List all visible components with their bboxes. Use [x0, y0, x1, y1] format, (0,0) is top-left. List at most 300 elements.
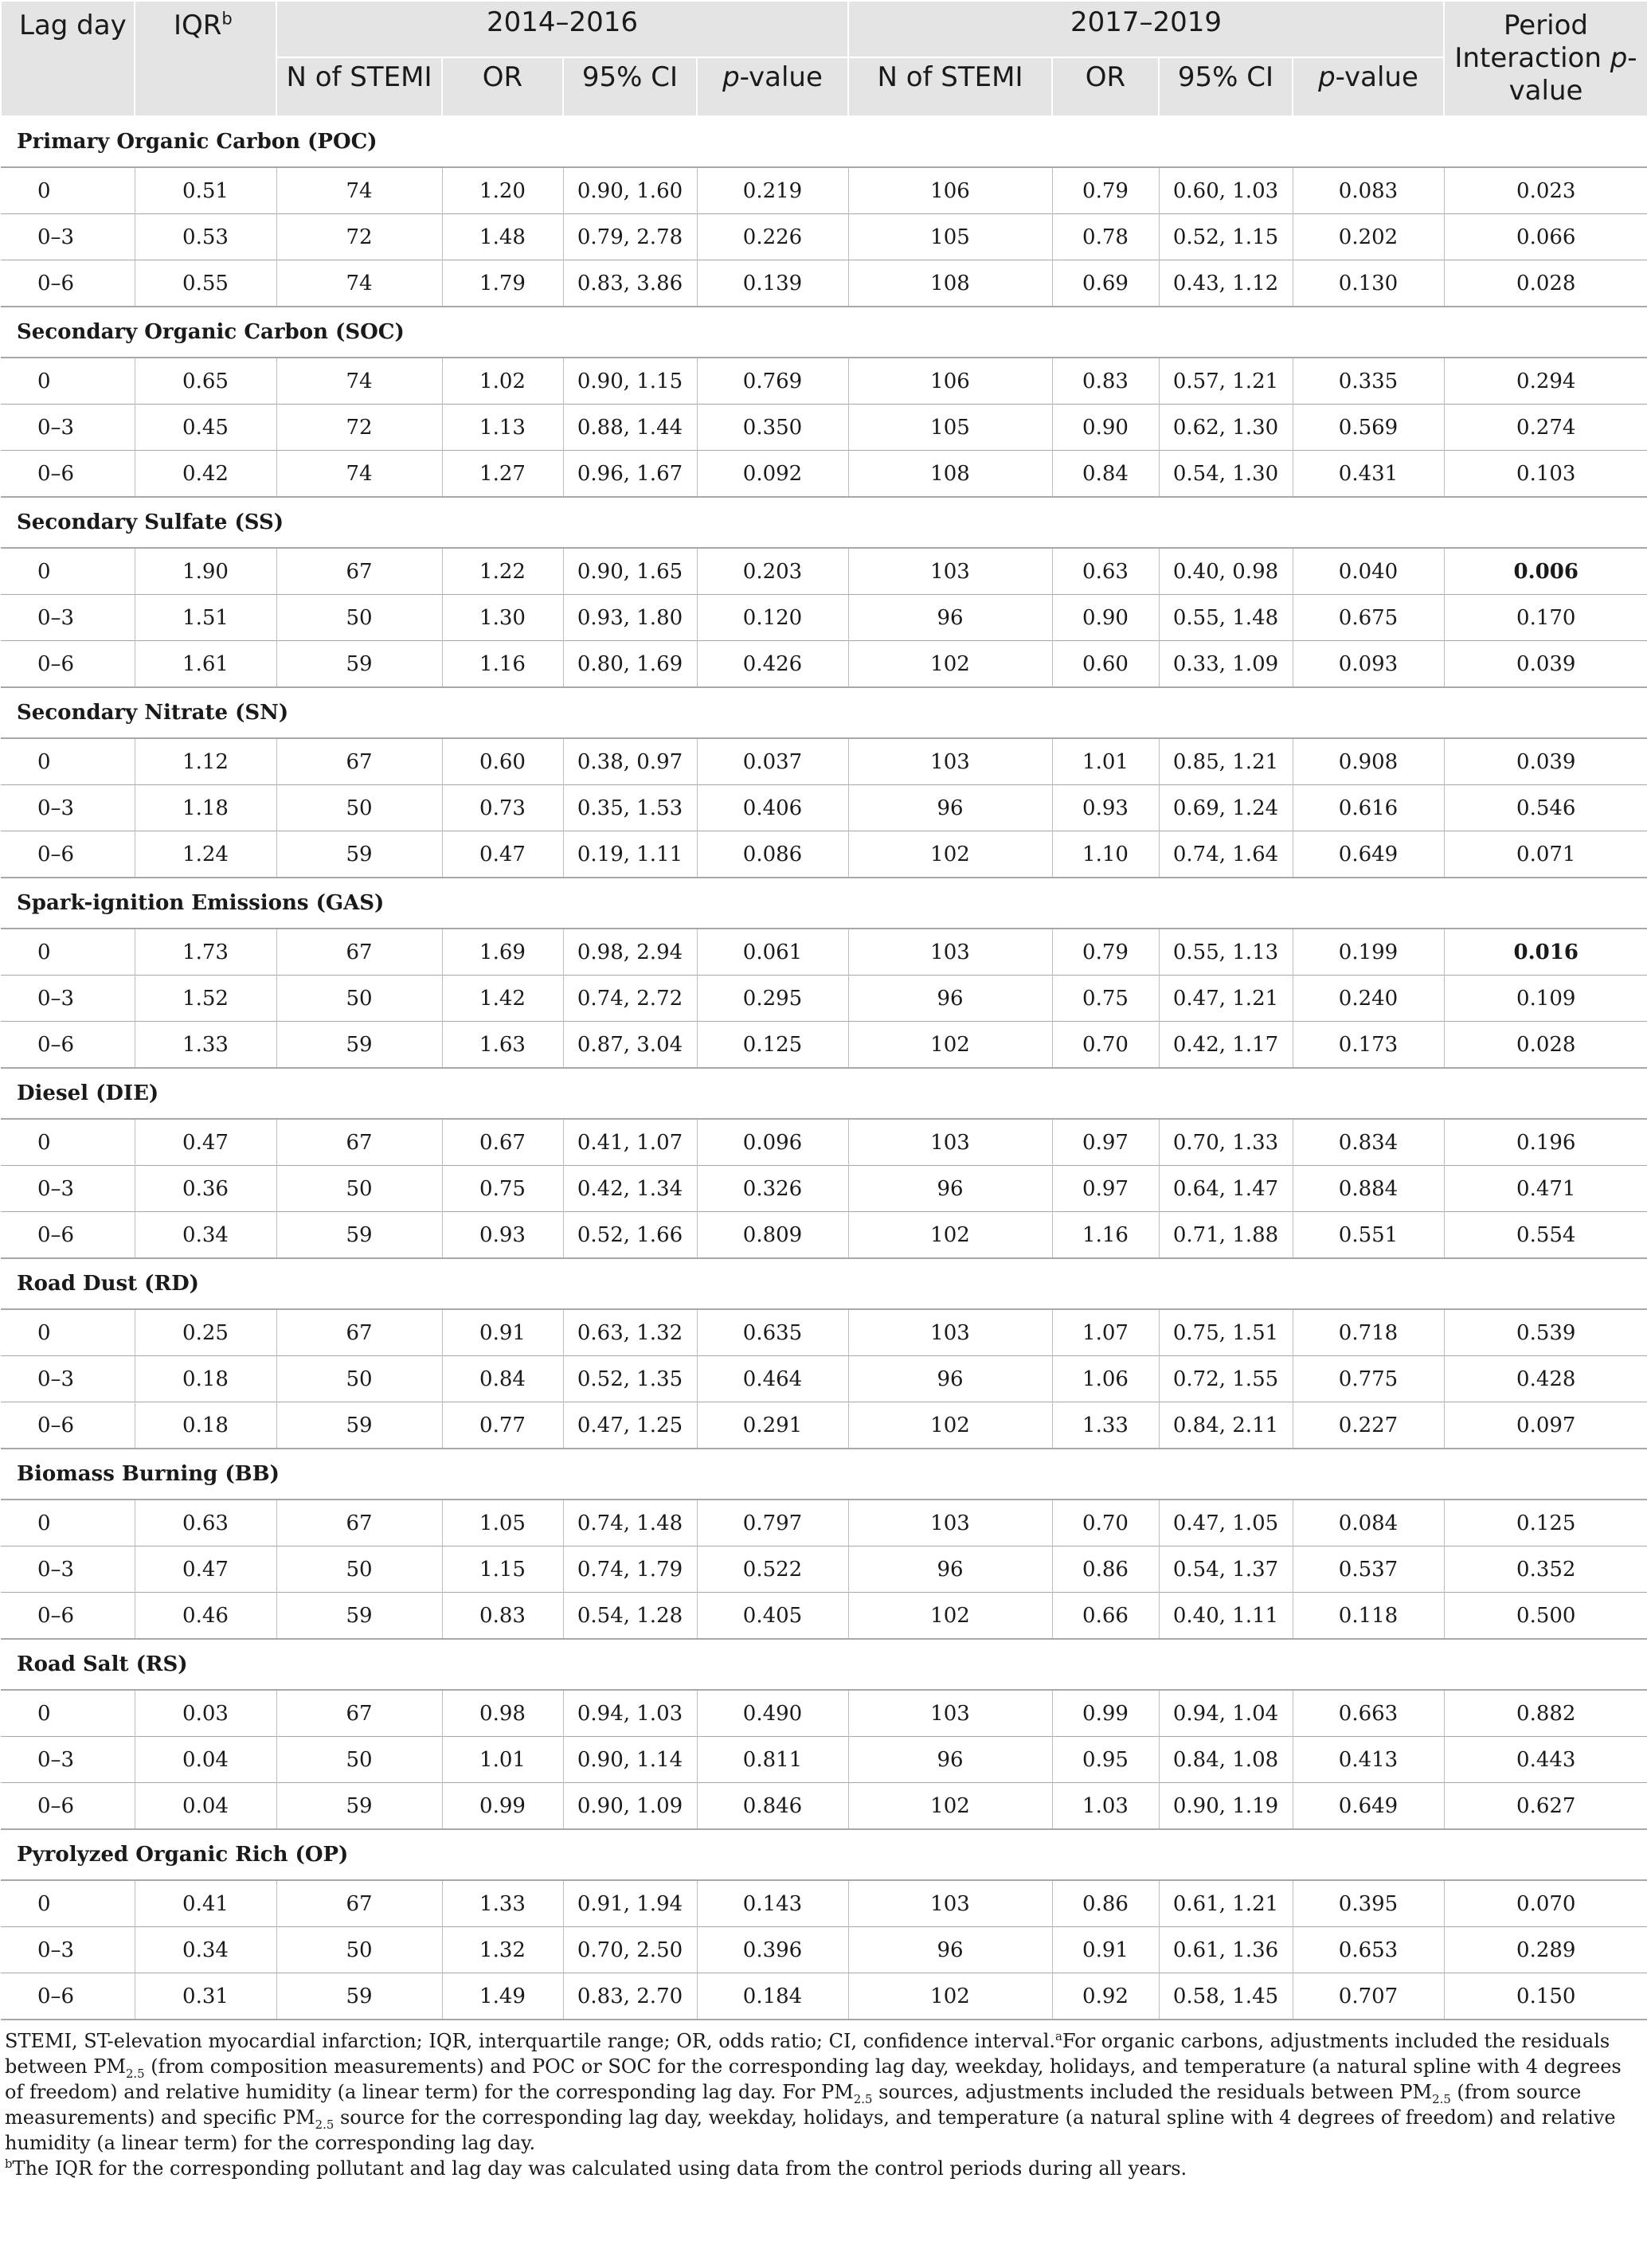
cell-interaction-p: 0.006	[1444, 548, 1647, 595]
cell-p-value-p2: 0.199	[1293, 929, 1444, 976]
cell-p-value-p1: 0.203	[697, 548, 848, 595]
cell-interaction-p: 0.882	[1444, 1690, 1647, 1737]
cell-p-value-p1: 0.295	[697, 976, 848, 1022]
cell-n-stemi-p2: 106	[848, 167, 1052, 214]
cell-interaction-p: 0.150	[1444, 1973, 1647, 2020]
cell-iqr: 1.51	[135, 595, 276, 641]
cell-n-stemi-p1: 74	[276, 167, 442, 214]
cell-or-p2: 1.06	[1052, 1356, 1159, 1402]
cell-n-stemi-p1: 59	[276, 1783, 442, 1830]
cell-interaction-p: 0.028	[1444, 260, 1647, 307]
table-header	[1, 1, 1647, 116]
cell-iqr: 0.42	[135, 451, 276, 498]
cell-p-value-p1: 0.811	[697, 1737, 848, 1783]
cell-p-value-p1: 0.139	[697, 260, 848, 307]
cell-n-stemi-p2: 105	[848, 405, 1052, 451]
table-row	[1, 1737, 1647, 1783]
cell-ci-p1: 0.90, 1.65	[563, 548, 697, 595]
cell-n-stemi-p1: 74	[276, 260, 442, 307]
cell-ci-p2: 0.55, 1.48	[1159, 595, 1293, 641]
cell-or-p1: 1.15	[442, 1547, 563, 1593]
cell-p-value-p1: 0.769	[697, 358, 848, 405]
cell-n-stemi-p2: 96	[848, 1166, 1052, 1212]
group-title: Spark-ignition Emissions (GAS)	[1, 878, 1647, 929]
cell-ci-p1: 0.47, 1.25	[563, 1402, 697, 1449]
cell-ci-p1: 0.52, 1.66	[563, 1212, 697, 1259]
cell-interaction-p: 0.627	[1444, 1783, 1647, 1830]
cell-p-value-p2: 0.537	[1293, 1547, 1444, 1593]
cell-iqr: 0.34	[135, 1927, 276, 1973]
cell-or-p2: 0.86	[1052, 1880, 1159, 1927]
table-row	[1, 358, 1647, 405]
cell-interaction-p: 0.070	[1444, 1880, 1647, 1927]
cell-or-p1: 0.83	[442, 1593, 563, 1640]
header-period-interaction	[1444, 1, 1647, 116]
cell-ci-p2: 0.70, 1.33	[1159, 1119, 1293, 1166]
cell-iqr: 1.61	[135, 641, 276, 688]
cell-ci-p2: 0.43, 1.12	[1159, 260, 1293, 307]
cell-iqr: 0.34	[135, 1212, 276, 1259]
cell-iqr: 0.18	[135, 1402, 276, 1449]
cell-or-p1: 1.48	[442, 214, 563, 260]
cell-interaction-p: 0.039	[1444, 738, 1647, 785]
cell-p-value-p2: 0.884	[1293, 1166, 1444, 1212]
cell-ci-p2: 0.54, 1.37	[1159, 1547, 1293, 1593]
cell-p-value-p1: 0.291	[697, 1402, 848, 1449]
cell-n-stemi-p2: 102	[848, 831, 1052, 878]
cell-n-stemi-p2: 96	[848, 785, 1052, 831]
cell-iqr: 1.12	[135, 738, 276, 785]
table-body	[1, 116, 1647, 2020]
cell-ci-p1: 0.96, 1.67	[563, 451, 697, 498]
cell-interaction-p: 0.546	[1444, 785, 1647, 831]
cell-ci-p1: 0.74, 1.48	[563, 1500, 697, 1547]
cell-p-value-p2: 0.569	[1293, 405, 1444, 451]
cell-or-p2: 0.91	[1052, 1927, 1159, 1973]
table-row	[1, 1212, 1647, 1259]
cell-p-value-p2: 0.202	[1293, 214, 1444, 260]
cell-iqr: 0.31	[135, 1973, 276, 2020]
group-title: Secondary Organic Carbon (SOC)	[1, 307, 1647, 358]
cell-interaction-p: 0.066	[1444, 214, 1647, 260]
cell-lag: 0–6	[1, 1593, 135, 1640]
cell-ci-p1: 0.90, 1.15	[563, 358, 697, 405]
cell-or-p2: 0.60	[1052, 641, 1159, 688]
subheader-p-value-p2: p-value	[1293, 57, 1444, 116]
cell-ci-p1: 0.80, 1.69	[563, 641, 697, 688]
cell-ci-p2: 0.42, 1.17	[1159, 1022, 1293, 1069]
cell-or-p2: 0.97	[1052, 1166, 1159, 1212]
cell-ci-p1: 0.63, 1.32	[563, 1309, 697, 1356]
table-row	[1, 167, 1647, 214]
cell-ci-p2: 0.69, 1.24	[1159, 785, 1293, 831]
header-iqr-label: IQR	[174, 10, 222, 41]
cell-or-p2: 0.95	[1052, 1737, 1159, 1783]
cell-ci-p2: 0.61, 1.21	[1159, 1880, 1293, 1927]
footnote-b-mark: b	[5, 2157, 13, 2171]
cell-n-stemi-p2: 102	[848, 1022, 1052, 1069]
cell-p-value-p2: 0.395	[1293, 1880, 1444, 1927]
cell-lag: 0–6	[1, 1022, 135, 1069]
cell-iqr: 0.65	[135, 358, 276, 405]
cell-or-p1: 0.77	[442, 1402, 563, 1449]
cell-ci-p2: 0.54, 1.30	[1159, 451, 1293, 498]
cell-p-value-p1: 0.184	[697, 1973, 848, 2020]
subheader-n-of-stemi-p2: N of STEMI	[848, 57, 1052, 116]
cell-n-stemi-p1: 59	[276, 831, 442, 878]
cell-ci-p2: 0.75, 1.51	[1159, 1309, 1293, 1356]
cell-lag: 0	[1, 738, 135, 785]
cell-n-stemi-p2: 103	[848, 1880, 1052, 1927]
group-title: Biomass Burning (BB)	[1, 1449, 1647, 1500]
header-iqr	[135, 1, 276, 116]
cell-ci-p1: 0.74, 1.79	[563, 1547, 697, 1593]
cell-or-p2: 1.01	[1052, 738, 1159, 785]
cell-or-p1: 1.42	[442, 976, 563, 1022]
cell-lag: 0–6	[1, 1973, 135, 2020]
cell-or-p2: 0.84	[1052, 451, 1159, 498]
group-title: Pyrolyzed Organic Rich (OP)	[1, 1829, 1647, 1880]
cell-or-p1: 1.79	[442, 260, 563, 307]
cell-iqr: 1.24	[135, 831, 276, 878]
group-header-row	[1, 1639, 1647, 1690]
pm-subscript: 2.5	[315, 2117, 334, 2132]
cell-n-stemi-p1: 50	[276, 1927, 442, 1973]
cell-p-value-p2: 0.084	[1293, 1500, 1444, 1547]
cell-n-stemi-p1: 74	[276, 358, 442, 405]
cell-lag: 0–3	[1, 785, 135, 831]
cell-p-value-p2: 0.834	[1293, 1119, 1444, 1166]
cell-iqr: 0.47	[135, 1119, 276, 1166]
cell-p-value-p2: 0.663	[1293, 1690, 1444, 1737]
group-title: Road Dust (RD)	[1, 1258, 1647, 1309]
cell-n-stemi-p2: 102	[848, 1783, 1052, 1830]
cell-or-p1: 1.33	[442, 1880, 563, 1927]
cell-n-stemi-p1: 50	[276, 976, 442, 1022]
cell-ci-p2: 0.72, 1.55	[1159, 1356, 1293, 1402]
cell-n-stemi-p1: 67	[276, 738, 442, 785]
cell-p-value-p2: 0.775	[1293, 1356, 1444, 1402]
cell-lag: 0	[1, 167, 135, 214]
cell-iqr: 0.18	[135, 1356, 276, 1402]
cell-or-p2: 0.63	[1052, 548, 1159, 595]
group-header-row	[1, 878, 1647, 929]
cell-ci-p1: 0.93, 1.80	[563, 595, 697, 641]
cell-interaction-p: 0.039	[1444, 641, 1647, 688]
cell-or-p1: 1.49	[442, 1973, 563, 2020]
cell-or-p1: 0.73	[442, 785, 563, 831]
group-title: Secondary Sulfate (SS)	[1, 497, 1647, 548]
cell-p-value-p1: 0.120	[697, 595, 848, 641]
cell-interaction-p: 0.028	[1444, 1022, 1647, 1069]
cell-interaction-p: 0.274	[1444, 405, 1647, 451]
footnote-b	[5, 2156, 1642, 2181]
pm-subscript: 2.5	[125, 2066, 145, 2081]
footnote-abbreviations: STEMI, ST-elevation myocardial infarction; IQR, interquartile range; OR, odds ratio; CI, confidence interval.	[5, 2030, 1056, 2052]
cell-ci-p1: 0.90, 1.60	[563, 167, 697, 214]
cell-or-p2: 1.07	[1052, 1309, 1159, 1356]
cell-p-value-p1: 0.396	[697, 1927, 848, 1973]
table-row	[1, 1593, 1647, 1640]
cell-p-value-p2: 0.240	[1293, 976, 1444, 1022]
subheader-n-of-stemi-p1: N of STEMI	[276, 57, 442, 116]
cell-n-stemi-p2: 103	[848, 1119, 1052, 1166]
cell-n-stemi-p2: 103	[848, 738, 1052, 785]
cell-lag: 0–3	[1, 976, 135, 1022]
cell-n-stemi-p1: 74	[276, 451, 442, 498]
footnote-a-mark: a	[1055, 2029, 1062, 2043]
cell-p-value-p1: 0.096	[697, 1119, 848, 1166]
group-title: Road Salt (RS)	[1, 1639, 1647, 1690]
cell-n-stemi-p2: 96	[848, 1356, 1052, 1402]
footnote-a	[5, 2028, 1642, 2156]
cell-p-value-p1: 0.635	[697, 1309, 848, 1356]
cell-lag: 0	[1, 548, 135, 595]
cell-n-stemi-p1: 50	[276, 1547, 442, 1593]
cell-n-stemi-p2: 103	[848, 548, 1052, 595]
cell-or-p2: 0.90	[1052, 595, 1159, 641]
cell-n-stemi-p2: 108	[848, 451, 1052, 498]
cell-n-stemi-p2: 103	[848, 1309, 1052, 1356]
header-period-2014-2016: 2014–2016	[276, 1, 848, 57]
cell-n-stemi-p1: 67	[276, 1119, 442, 1166]
cell-n-stemi-p1: 72	[276, 214, 442, 260]
cell-ci-p1: 0.41, 1.07	[563, 1119, 697, 1166]
cell-n-stemi-p2: 103	[848, 929, 1052, 976]
cell-iqr: 0.03	[135, 1690, 276, 1737]
cell-n-stemi-p1: 50	[276, 1166, 442, 1212]
cell-ci-p2: 0.47, 1.05	[1159, 1500, 1293, 1547]
cell-or-p1: 0.67	[442, 1119, 563, 1166]
cell-p-value-p2: 0.908	[1293, 738, 1444, 785]
cell-p-value-p1: 0.490	[697, 1690, 848, 1737]
cell-ci-p1: 0.52, 1.35	[563, 1356, 697, 1402]
group-title: Secondary Nitrate (SN)	[1, 687, 1647, 738]
cell-iqr: 0.45	[135, 405, 276, 451]
cell-or-p2: 0.90	[1052, 405, 1159, 451]
cell-ci-p1: 0.98, 2.94	[563, 929, 697, 976]
cell-lag: 0–3	[1, 1166, 135, 1212]
cell-interaction-p: 0.428	[1444, 1356, 1647, 1402]
header-period-2017-2019: 2017–2019	[848, 1, 1444, 57]
cell-p-value-p2: 0.040	[1293, 548, 1444, 595]
cell-ci-p1: 0.83, 3.86	[563, 260, 697, 307]
cell-p-value-p1: 0.464	[697, 1356, 848, 1402]
cell-p-value-p2: 0.083	[1293, 167, 1444, 214]
cell-n-stemi-p2: 106	[848, 358, 1052, 405]
cell-or-p2: 1.03	[1052, 1783, 1159, 1830]
cell-interaction-p: 0.170	[1444, 595, 1647, 641]
table-row	[1, 1166, 1647, 1212]
group-title: Diesel (DIE)	[1, 1068, 1647, 1119]
cell-iqr: 0.36	[135, 1166, 276, 1212]
cell-n-stemi-p2: 96	[848, 1927, 1052, 1973]
cell-ci-p2: 0.85, 1.21	[1159, 738, 1293, 785]
cell-n-stemi-p2: 108	[848, 260, 1052, 307]
cell-n-stemi-p1: 59	[276, 1402, 442, 1449]
footnote-a-text-4: (from source measurements) and specific PM	[5, 2081, 1582, 2129]
table-row	[1, 1880, 1647, 1927]
cell-or-p2: 0.70	[1052, 1022, 1159, 1069]
cell-ci-p2: 0.74, 1.64	[1159, 831, 1293, 878]
table-row	[1, 1309, 1647, 1356]
cell-p-value-p2: 0.335	[1293, 358, 1444, 405]
cell-p-value-p1: 0.219	[697, 167, 848, 214]
subheader-or-p2: OR	[1052, 57, 1159, 116]
cell-ci-p2: 0.84, 1.08	[1159, 1737, 1293, 1783]
cell-ci-p1: 0.79, 2.78	[563, 214, 697, 260]
cell-lag: 0	[1, 1500, 135, 1547]
cell-n-stemi-p1: 50	[276, 1737, 442, 1783]
cell-p-value-p2: 0.649	[1293, 1783, 1444, 1830]
cell-or-p2: 0.86	[1052, 1547, 1159, 1593]
cell-p-value-p2: 0.718	[1293, 1309, 1444, 1356]
cell-ci-p1: 0.91, 1.94	[563, 1880, 697, 1927]
cell-interaction-p: 0.097	[1444, 1402, 1647, 1449]
cell-lag: 0–3	[1, 1547, 135, 1593]
cell-ci-p2: 0.40, 0.98	[1159, 548, 1293, 595]
cell-iqr: 0.53	[135, 214, 276, 260]
cell-iqr: 1.90	[135, 548, 276, 595]
cell-or-p2: 0.83	[1052, 358, 1159, 405]
cell-or-p1: 0.98	[442, 1690, 563, 1737]
cell-interaction-p: 0.289	[1444, 1927, 1647, 1973]
cell-ci-p1: 0.74, 2.72	[563, 976, 697, 1022]
cell-ci-p1: 0.19, 1.11	[563, 831, 697, 878]
cell-iqr: 0.04	[135, 1783, 276, 1830]
table-row	[1, 976, 1647, 1022]
table-row	[1, 1356, 1647, 1402]
cell-ci-p1: 0.70, 2.50	[563, 1927, 697, 1973]
cell-p-value-p1: 0.809	[697, 1212, 848, 1259]
cell-p-value-p2: 0.118	[1293, 1593, 1444, 1640]
cell-iqr: 0.47	[135, 1547, 276, 1593]
cell-n-stemi-p2: 102	[848, 1973, 1052, 2020]
cell-ci-p2: 0.90, 1.19	[1159, 1783, 1293, 1830]
cell-ci-p1: 0.38, 0.97	[563, 738, 697, 785]
cell-interaction-p: 0.539	[1444, 1309, 1647, 1356]
footnote-a-text-2: (from composition measurements) and POC or SOC for the corresponding lag day, weekday, holidays, and temperature (a natural spline with 4 degrees of freedom) and relative humidity (a linear term) for the corresponding lag day. For PM	[5, 2055, 1622, 2103]
cell-n-stemi-p1: 72	[276, 405, 442, 451]
cell-iqr: 1.18	[135, 785, 276, 831]
cell-lag: 0–6	[1, 831, 135, 878]
header-interaction-label: Period Interaction p-value	[1454, 10, 1637, 107]
cell-n-stemi-p2: 102	[848, 641, 1052, 688]
cell-p-value-p1: 0.846	[697, 1783, 848, 1830]
cell-lag: 0–3	[1, 1737, 135, 1783]
cell-ci-p1: 0.90, 1.09	[563, 1783, 697, 1830]
cell-n-stemi-p2: 105	[848, 214, 1052, 260]
footnote-a-text-5: source for the corresponding lag day, weekday, holidays, and temperature (a natural spline with 4 degrees of freedom) and relative humidity (a linear term) for the corresponding lag day.	[5, 2106, 1616, 2154]
cell-lag: 0	[1, 1309, 135, 1356]
cell-or-p1: 0.60	[442, 738, 563, 785]
cell-ci-p2: 0.60, 1.03	[1159, 167, 1293, 214]
cell-or-p1: 1.02	[442, 358, 563, 405]
cell-p-value-p2: 0.227	[1293, 1402, 1444, 1449]
subheader-ci-p2: 95% CI	[1159, 57, 1293, 116]
cell-n-stemi-p2: 102	[848, 1212, 1052, 1259]
cell-or-p1: 1.22	[442, 548, 563, 595]
cell-p-value-p1: 0.522	[697, 1547, 848, 1593]
cell-or-p1: 1.69	[442, 929, 563, 976]
group-header-row	[1, 1258, 1647, 1309]
cell-n-stemi-p1: 59	[276, 1593, 442, 1640]
group-header-row	[1, 497, 1647, 548]
footnote-a-text-3: sources, adjustments included the residuals between PM	[872, 2081, 1433, 2103]
table-row	[1, 1927, 1647, 1973]
cell-ci-p2: 0.33, 1.09	[1159, 641, 1293, 688]
cell-iqr: 0.46	[135, 1593, 276, 1640]
cell-n-stemi-p2: 102	[848, 1402, 1052, 1449]
cell-or-p1: 1.13	[442, 405, 563, 451]
table-footnotes	[0, 2020, 1647, 2181]
cell-p-value-p1: 0.037	[697, 738, 848, 785]
cell-or-p1: 0.47	[442, 831, 563, 878]
cell-iqr: 0.55	[135, 260, 276, 307]
table-row	[1, 1973, 1647, 2020]
cell-lag: 0–6	[1, 1212, 135, 1259]
cell-or-p1: 0.84	[442, 1356, 563, 1402]
cell-iqr: 1.33	[135, 1022, 276, 1069]
group-header-row	[1, 687, 1647, 738]
table-row	[1, 1547, 1647, 1593]
cell-iqr: 1.52	[135, 976, 276, 1022]
cell-p-value-p1: 0.797	[697, 1500, 848, 1547]
cell-or-p1: 0.93	[442, 1212, 563, 1259]
table-row	[1, 1690, 1647, 1737]
cell-or-p1: 0.99	[442, 1783, 563, 1830]
cell-p-value-p2: 0.093	[1293, 641, 1444, 688]
cell-n-stemi-p1: 50	[276, 595, 442, 641]
cell-n-stemi-p1: 67	[276, 1690, 442, 1737]
group-header-row	[1, 1449, 1647, 1500]
cell-or-p2: 0.66	[1052, 1593, 1159, 1640]
cell-p-value-p1: 0.226	[697, 214, 848, 260]
cell-n-stemi-p1: 59	[276, 1212, 442, 1259]
cell-interaction-p: 0.471	[1444, 1166, 1647, 1212]
cell-interaction-p: 0.023	[1444, 167, 1647, 214]
group-title: Primary Organic Carbon (POC)	[1, 116, 1647, 167]
cell-ci-p1: 0.94, 1.03	[563, 1690, 697, 1737]
cell-or-p2: 0.99	[1052, 1690, 1159, 1737]
cell-p-value-p1: 0.143	[697, 1880, 848, 1927]
cell-p-value-p1: 0.350	[697, 405, 848, 451]
cell-lag: 0–6	[1, 451, 135, 498]
cell-n-stemi-p1: 50	[276, 1356, 442, 1402]
cell-or-p2: 1.33	[1052, 1402, 1159, 1449]
table-row	[1, 738, 1647, 785]
table-row	[1, 260, 1647, 307]
table-row	[1, 1783, 1647, 1830]
cell-or-p2: 0.97	[1052, 1119, 1159, 1166]
table-row	[1, 1119, 1647, 1166]
cell-lag: 0	[1, 1690, 135, 1737]
table-row	[1, 929, 1647, 976]
cell-interaction-p: 0.352	[1444, 1547, 1647, 1593]
cell-ci-p2: 0.58, 1.45	[1159, 1973, 1293, 2020]
cell-p-value-p1: 0.405	[697, 1593, 848, 1640]
group-header-row	[1, 307, 1647, 358]
cell-n-stemi-p2: 102	[848, 1593, 1052, 1640]
cell-or-p2: 0.75	[1052, 976, 1159, 1022]
cell-n-stemi-p1: 67	[276, 1880, 442, 1927]
cell-ci-p2: 0.61, 1.36	[1159, 1927, 1293, 1973]
footnote-b-text: The IQR for the corresponding pollutant and lag day was calculated using data from the control periods during all years.	[12, 2157, 1187, 2180]
cell-p-value-p2: 0.616	[1293, 785, 1444, 831]
cell-ci-p2: 0.94, 1.04	[1159, 1690, 1293, 1737]
footnote-a-text-1: For organic carbons, adjustments included the residuals between PM	[5, 2030, 1610, 2078]
cell-or-p2: 0.92	[1052, 1973, 1159, 2020]
